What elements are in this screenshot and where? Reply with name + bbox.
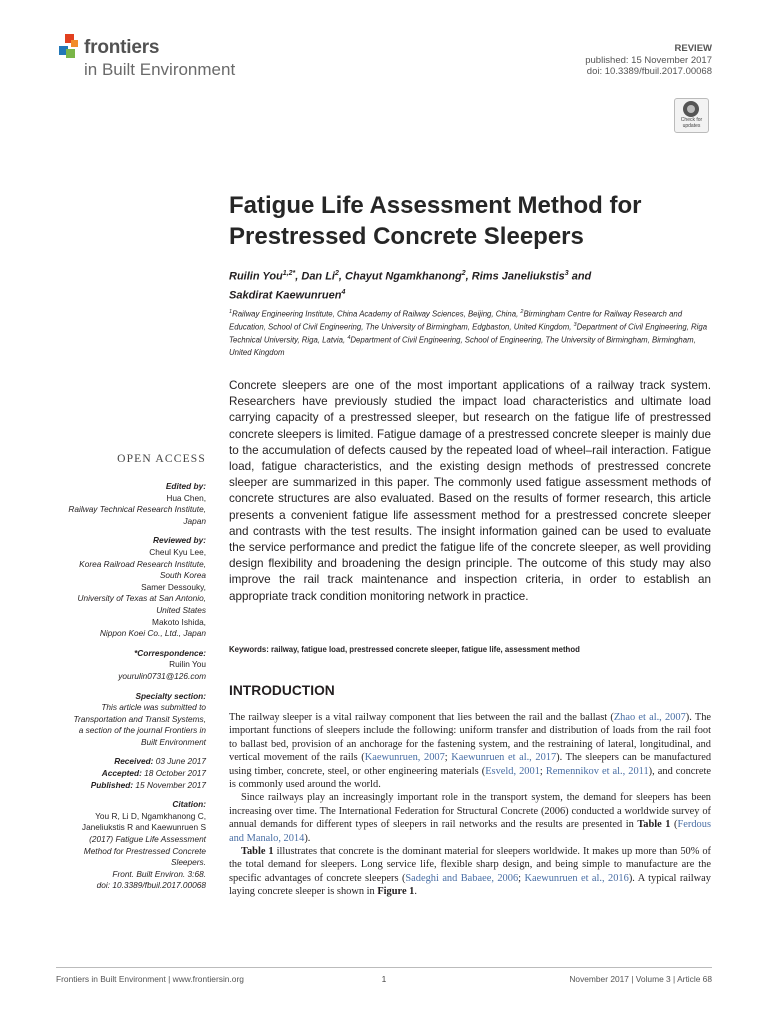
sidebar-block (46, 691, 206, 749)
article-doi[interactable]: doi: 10.3389/fbuil.2017.00068 (586, 66, 712, 77)
article-info-sidebar (46, 481, 206, 900)
sidebar-block (46, 648, 206, 683)
affiliation-number: 4 (347, 335, 351, 342)
sidebar-block (46, 481, 206, 527)
affiliation-text: Department of Civil Engineering, Riga Technical University, Riga, Latvia, (229, 322, 708, 345)
affiliation-number: 3 (573, 322, 577, 329)
sidebar-line: Hua Chen, (166, 492, 206, 503)
brand-name: frontiers (84, 37, 160, 58)
sidebar-line: This article was submitted to (101, 702, 206, 713)
figure-table-reference[interactable]: Table 1 (241, 846, 274, 858)
author-name[interactable]: Ruilin You (229, 270, 283, 283)
affiliation-text: Department of Civil Engineering, School of Engineering, The University of Birmingham, Birmingham, United Kingdom (229, 335, 696, 357)
footer-divider (56, 967, 712, 968)
date-label: Published: (90, 779, 134, 790)
date-label: Received: (114, 756, 154, 767)
affiliation-number: 1 (229, 309, 233, 315)
affiliation-number: 2 (520, 309, 524, 315)
sidebar-line: Ruilin You (169, 659, 206, 670)
sidebar-line: University of Texas at San Antonio, (77, 593, 206, 604)
author-affiliation-mark: 1,2* (282, 270, 296, 277)
author-list: Ruilin You$^{1,2*}$, Dan Li$^2$, Chayut Ngamkhanong$^2$, Rims Janeliukstis$^3$ and Sakdirat Kaewunruen$^4$ (229, 270, 592, 302)
sidebar-block (46, 756, 206, 791)
sidebar-line: (2017) Fatigue Life Assessment (89, 834, 206, 845)
frontiers-logo[interactable] (56, 32, 276, 82)
section-heading: INTRODUCTION (229, 683, 335, 698)
sidebar-label: Specialty section: (135, 690, 206, 701)
sidebar-line: yourulin0731@126.com (118, 670, 206, 681)
citation-link[interactable]: Remennikov et al., 2011 (545, 765, 649, 777)
citation-link[interactable]: Kaewunruen et al., 2017 (451, 752, 557, 764)
author-affiliation-mark: 2 (461, 270, 466, 277)
date-label: Accepted: (101, 768, 142, 779)
sidebar-line: United States (156, 604, 206, 615)
author-affiliation-mark: 4 (341, 288, 346, 296)
update-icon (683, 101, 699, 117)
affiliations (229, 307, 719, 358)
sidebar-line: Japan (183, 515, 206, 526)
sidebar-label: *Correspondence: (134, 647, 206, 658)
journal-name: in Built Environment (84, 60, 236, 79)
article-title: Fatigue Life Assessment Method for Prestressed Concrete Sleepers (229, 192, 642, 250)
citation-link[interactable]: Zhao et al., 2007 (613, 712, 686, 723)
sidebar-line: Sleepers. (170, 857, 206, 868)
sidebar-line: Transportation and Transit Systems, (73, 713, 206, 724)
sidebar-label: Edited by: (165, 481, 206, 491)
sidebar-block (46, 535, 206, 639)
sidebar-line: Railway Technical Research Institute, (68, 504, 206, 515)
affiliation-text: Birmingham Centre for Railway Research and Education, School of Civil Engineering, The University of Birmingham, Edgbaston, United Kingdom, (229, 309, 683, 332)
sidebar-line: Built Environment (140, 736, 206, 747)
body-paragraph: Table 1 illustrates that concrete is the dominant material for sleepers worldwide. It makes up more than 50% of the total demand for sleepers. Long service life, flexible sharp design, and being simple to manufacture are the specific advantages of concrete sleepers (Sadeghi and Babaee, 2006; Kaewunruen et al., 2016). A typical railway laying concrete sleeper is shown in Figure 1. (229, 846, 711, 898)
author-name[interactable]: Rims Janeliukstis (471, 270, 565, 283)
sidebar-block (46, 799, 206, 892)
author-name[interactable]: Chayut Ngamkhanong (345, 270, 462, 283)
sidebar-label: Reviewed by: (152, 535, 206, 546)
check-for-updates-button[interactable] (674, 98, 709, 133)
sidebar-line: Published: 15 November 2017 (90, 779, 206, 790)
page-number: 1 (381, 974, 387, 984)
sidebar-line: Cheul Kyu Lee, (149, 546, 206, 557)
citation-link[interactable]: Sadeghi and Babaee, 2006 (405, 872, 519, 884)
affiliation-text: Railway Engineering Institute, China Academy of Railway Sciences, Beijing, China, (232, 309, 521, 319)
sidebar-line: You R, Li D, Ngamkhanong C, (95, 810, 206, 821)
figure-table-reference[interactable]: Table 1 (637, 819, 671, 831)
sidebar-line: Received: 03 June 2017 (114, 756, 206, 767)
body-paragraph: Since railways play an increasingly important role in the transport system, the demand for sleepers has been increasing over time. The International Federation for Structural Concrete (2006) conducted a worldwide survey of annual demands for different types of sleepers in rail networks and the results are presented in Table 1 (Ferdous and Manalo, 2014). (229, 792, 711, 844)
footer-issue-info: November 2017 | Volume 3 | Article 68 (569, 974, 712, 984)
author-affiliation-mark: 3 (564, 270, 569, 277)
citation-link[interactable]: Kaewunruen, 2007 (364, 752, 445, 764)
footer-journal-link[interactable]: Frontiers in Built Environment | www.frontiersin.org (56, 974, 244, 984)
frontiers-logo-icon (56, 32, 82, 62)
sidebar-line: Front. Built Environ. 3:68. (112, 868, 206, 879)
published-date: published: 15 November 2017 (585, 54, 712, 66)
sidebar-line: Korea Railroad Research Institute, (79, 558, 206, 569)
article-type: REVIEW (674, 43, 712, 54)
check-for-updates-label: Check for updates (680, 117, 703, 129)
abstract: Concrete sleepers are one of the most important applications of a railway track system. Researchers have previously studied the impact load characteristics and ultimate load carrying capacity of a prestressed sleeper, but research on the fatigue life of prestressed concrete sleepers is limited. Fatigue damage of a prestressed concrete sleeper is mainly due to the accumulation of defects caused by the repeated load of wheel–rail interaction. Fatigue load, fatigue characteristics, and the existing design methods of prestressed concrete sleeper are summarized in this paper. The commonly used fatigue assessment methods of concrete structures are also evaluated. Based on the results of former research, this article presents a convenient fatigue life assessment method for a prestressed concrete sleeper and contrasts with the test results. The insight information gained can be used to evaluate the service performance and predict the fatigue life of the concrete sleeper, as well providing design flexibility and broadening the design principle. The outcome of this study may also improve the rail track maintenance and inspection criteria, in order to establish an appropriate track condition monitoring network in practice. (229, 379, 711, 603)
sidebar-line: Makoto Ishida, (152, 616, 206, 627)
figure-table-reference[interactable]: Figure 1 (377, 886, 415, 898)
sidebar-line: Samer Dessouky, (141, 581, 206, 592)
sidebar-label: Citation: (172, 799, 206, 810)
sidebar-line: South Korea (159, 570, 206, 581)
citation-link[interactable]: Esveld, 2001 (485, 765, 540, 777)
sidebar-line: Janeliukstis R and Kaewunruen S (81, 822, 206, 833)
keywords: Keywords: railway, fatigue load, prestressed concrete sleeper, fatigue life, assessment method (229, 645, 580, 654)
citation-link[interactable]: Kaewunruen et al., 2016 (524, 872, 629, 884)
sidebar-line: Nippon Koei Co., Ltd., Japan (99, 628, 206, 639)
article-meta (585, 43, 712, 78)
author-name[interactable]: Sakdirat Kaewunruen (229, 289, 342, 302)
open-access-label: OPEN ACCESS (117, 453, 206, 465)
author-name[interactable]: Dan Li (301, 270, 335, 283)
citation-link[interactable]: Ferdous and Manalo, 2014 (229, 819, 711, 844)
sidebar-line: doi: 10.3389/fbuil.2017.00068 (96, 880, 206, 891)
sidebar-line: Accepted: 18 October 2017 (101, 768, 206, 779)
sidebar-line: a section of the journal Frontiers in (78, 725, 206, 736)
sidebar-line: Method for Prestressed Concrete (83, 845, 206, 856)
body-paragraph: The railway sleeper is a vital railway component that lies between the rail and the ballast (Zhao et al., 2007). The important functions of sleepers include the following: uniform transfer and distribution of loads from the rail foot to ballast bed, provision of an anchorage for the fastening system, and the restraining of lateral, longitudinal, and vertical movement of the rails (Kaewunruen, 2007; Kaewunruen et al., 2017). The sleepers can be manufactured using timber, concrete, steel, or other engineering materials (Esveld, 2001; Remennikov et al., 2011), and concrete is commonly used around the world. (229, 712, 712, 791)
introduction-body (229, 711, 711, 899)
author-affiliation-mark: 2 (335, 270, 339, 277)
